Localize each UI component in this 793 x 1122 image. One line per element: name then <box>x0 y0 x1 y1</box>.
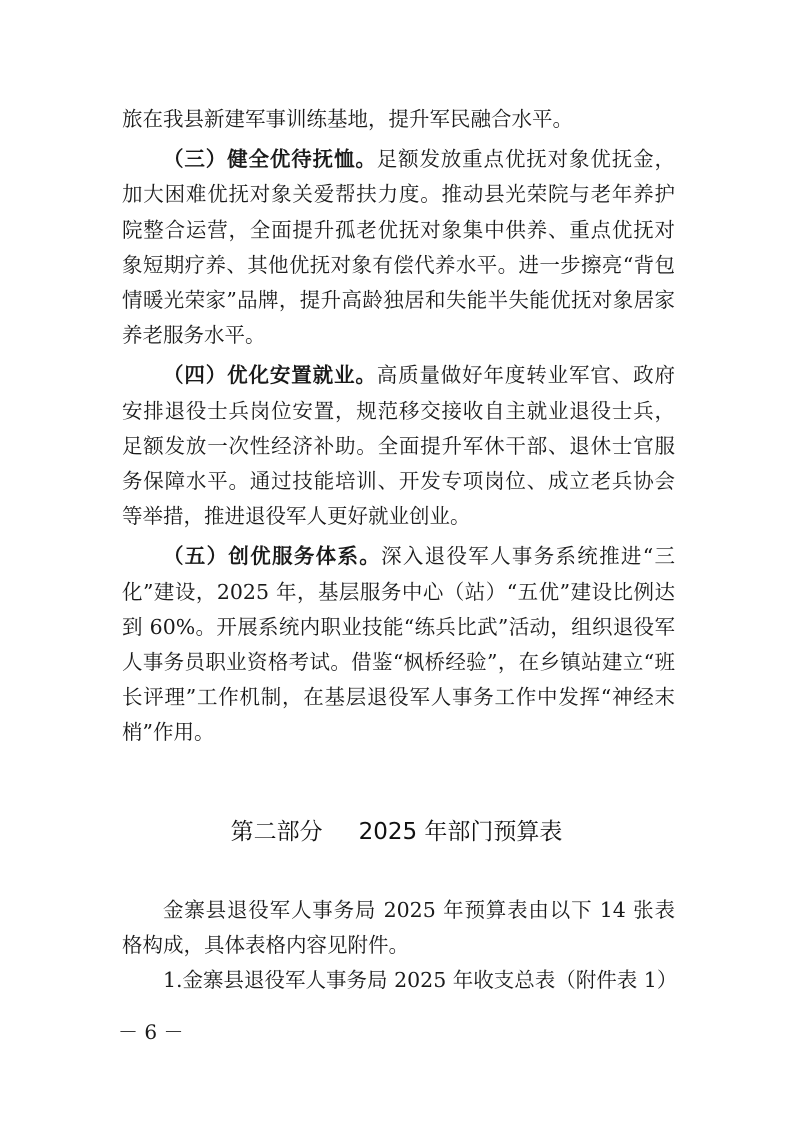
paragraph-text: 旅在我县新建军事训练基地，提升军民融合水平。 <box>122 107 573 131</box>
paragraph-continuation <box>122 102 675 137</box>
list-item-text: 1.金寨县退役军人事务局 2025 年收支总表（附件表 1） <box>163 968 678 993</box>
paragraph-text: 深入退役军人事务系统推进“三化”建设，2025 年，基层服务中心（站）“五优”建设比例达到 60%。开展系统内职业技能“练兵比武”活动，组织退役军人事务员职业资格考试。借鉴“枫桥经验”，在乡镇站建立“班长评理”工作机制，在基层退役军人事务工作中发挥“神经末梢”作用。 <box>122 544 676 745</box>
paragraph-heading: （三）健全优待抚恤。 <box>163 147 377 172</box>
section-title: 2025 年部门预算表 <box>358 819 563 845</box>
body-section-lower <box>122 893 678 999</box>
paragraph-service-system <box>122 539 675 750</box>
paragraph-preferential-treatment <box>122 142 675 353</box>
section-part-label: 第二部分 <box>230 819 323 845</box>
list-item-table-1 <box>122 963 678 998</box>
paragraph-employment <box>122 358 675 534</box>
paragraph-text: 足额发放重点优抚对象优抚金，加大困难优抚对象关爱帮扶力度。推动县光荣院与老年养护院整合运营，全面提升孤老优抚对象集中供养、重点优抚对象短期疗养、其他优抚对象有偿代养水平。进一步擦亮“背包情暖光荣家”品牌，提升高龄独居和失能半失能优抚对象居家养老服务水平。 <box>122 147 676 348</box>
paragraph-table-intro <box>122 893 675 963</box>
paragraph-heading: （四）优化安置就业。 <box>163 363 377 388</box>
paragraph-text: 金寨县退役军人事务局 2025 年预算表由以下 14 张表格构成，具体表格内容见附件。 <box>122 898 675 958</box>
section-heading <box>0 812 793 852</box>
paragraph-text: 高质量做好年度转业军官、政府安排退役士兵岗位安置，规范移交接收自主就业退役士兵，足额发放一次性经济补助。全面提升军休干部、退休士官服务保障水平。通过技能培训、开发专项岗位、成立老兵协会等举措，推进退役军人更好就业创业。 <box>122 363 676 529</box>
paragraph-heading: （五）创优服务体系。 <box>163 544 382 569</box>
body-section-upper <box>122 102 675 751</box>
page-number: － 6 － <box>118 1020 184 1044</box>
